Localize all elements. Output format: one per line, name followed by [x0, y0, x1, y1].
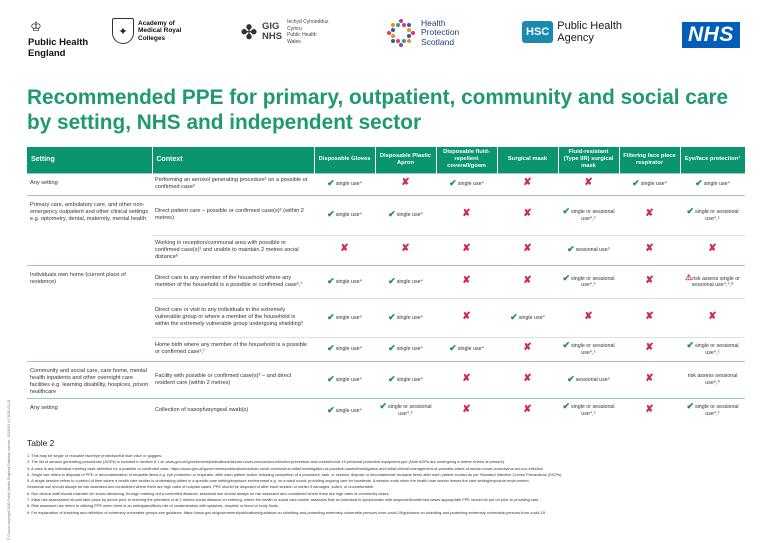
ppe-cell — [680, 235, 745, 265]
ppe-cell-label: single or sessional use⁴,⁵ — [694, 209, 739, 222]
cross-icon: ✘ — [462, 403, 471, 415]
setting-cell: Any setting — [27, 398, 152, 422]
page-title: Recommended PPE for primary, outpatient, community and social care by setting, NHS and independent sector — [27, 86, 729, 134]
cross-icon: ✘ — [462, 208, 471, 220]
ppe-cell — [436, 298, 497, 337]
footnotes — [27, 453, 749, 516]
ppe-cell — [619, 265, 680, 298]
cross-icon: ✘ — [340, 243, 349, 255]
ppe-cell — [497, 298, 558, 337]
phw-brand-line: NHS — [262, 31, 283, 42]
context-cell: Performing an aerosol generating procedure² on a possible or confirmed case³ — [152, 173, 314, 195]
table-row — [27, 195, 745, 235]
footnote-line: 6. Non clinical staff should maintain 2m social distancing, through marking out a controlled distance; sessional use should always be risk assessed and considered where there are high rates of community cases. — [27, 490, 390, 496]
ppe-cell — [558, 398, 619, 422]
ppe-cell — [314, 195, 375, 235]
setting-cell: Primary care, ambulatory care, and other non-emergency outpatient and other clinical settings e.g. optometry, dental, maternity, mental health — [27, 195, 152, 265]
check-icon: ✔ — [388, 209, 396, 220]
cross-icon: ✘ — [645, 310, 654, 322]
footnote-line: 8. Risk assessed use refers to utilising PPE when there is an anticipated/likely risk of contamination with splashes, droplets or blood or body fluids. — [27, 503, 279, 509]
cross-icon: ✘ — [584, 177, 593, 189]
ppe-cell — [497, 361, 558, 398]
col-header-gown: Disposable fluid-repellent coverall/gown — [436, 147, 497, 173]
col-header-context: Context — [152, 147, 314, 173]
ppe-cell-label: single use⁴ — [457, 181, 484, 188]
ppe-cell-label: single use⁴ — [335, 278, 362, 285]
dot-shape — [391, 39, 395, 43]
ppe-cell — [619, 195, 680, 235]
hps-logo — [386, 18, 459, 48]
col-header-gloves: Disposable Gloves — [314, 147, 375, 173]
check-icon: ✔ — [327, 311, 335, 322]
col-header-setting: Setting — [27, 147, 152, 173]
check-icon: ✔ — [327, 404, 335, 415]
ppe-cell — [497, 398, 558, 422]
ppe-cell — [314, 298, 375, 337]
hps-logo-line: Scotland — [421, 36, 455, 47]
ppe-cell-label: single or sessional use⁴,⁵ — [694, 343, 739, 356]
check-icon: ✔ — [388, 373, 396, 384]
footnote-line: Sessional use should always be risk assessed and considered where there are high rates of hospital cases. PPE should be disposed of after each session or earlier if damaged, soiled, or uncomfortable. — [27, 484, 375, 490]
dot-shape — [402, 39, 406, 43]
footnote-line: 9. For explanation of shielding and definition of extremely vulnerable groups see guidance: https://www.gov.uk/government/publications/guidance-on-shielding-and-protecting-extremely-vulnerable-persons-from-covid-19/guidance-on-shielding-and-protecting-extremely-vulnerable-persons-from-covid-19 — [27, 509, 546, 515]
check-icon: ✔ — [388, 275, 396, 286]
ppe-cell — [375, 173, 436, 195]
check-icon: ✔ — [510, 311, 518, 322]
ppe-cell — [497, 173, 558, 195]
ppe-cell — [436, 173, 497, 195]
ppe-cell-label: single or sessional use⁴,⁵ — [570, 275, 615, 288]
check-icon: ✔ — [562, 340, 570, 350]
setting-cell: Individuals own home (current place of residence) — [27, 265, 152, 361]
hsc-logo-line: Agency — [557, 32, 594, 44]
check-icon: ✔ — [562, 272, 570, 283]
nhs-logo: NHS — [682, 22, 740, 48]
context-cell: Home birth where any member of the household is a possible or confirmed case³,⁷ — [152, 337, 314, 361]
ppe-cell — [375, 235, 436, 265]
amrc-logo-line: Academy of — [138, 19, 175, 27]
footnote-line: 4. Single use refers to disposal of PPE or decontamination of reusable items e.g. eye protection or respirator, after each patient and/or following completion of a procedure, task, or session; dispose or decontaminate reusable items after each patient contact as per Standard Infection Control Precautions (SICPs). — [27, 471, 563, 477]
ppe-cell — [436, 235, 497, 265]
cross-icon: ✘ — [523, 243, 532, 255]
ppe-cell-label: single use⁴ — [518, 314, 545, 321]
cross-icon: ✘ — [401, 243, 410, 255]
ppe-cell-label: single use⁴ — [703, 181, 730, 188]
col-header-eye: Eye/face protection¹ — [680, 147, 745, 173]
ppe-cell — [436, 361, 497, 398]
footnote-line: 5. A single session refers to a period of time where a health care worker is undertaking duties in a specific care setting/exposure environment e.g. on a ward round; providing ongoing care for inpatients. A session ends when the health care worker leaves the care setting/exposure environment. — [27, 478, 530, 484]
ppe-cell — [619, 337, 680, 361]
cross-icon: ✘ — [708, 243, 717, 255]
ppe-cell-label: single use⁴ — [396, 212, 423, 219]
context-cell: Direct care or visit to any individuals in the extremely vulnerable group or where a member of the household is within the extremely vulnerable group undergoing shielding⁹ — [152, 298, 314, 337]
check-icon: ✔ — [327, 373, 335, 384]
amrc-logo-line: Medical Royal — [138, 27, 182, 35]
dot-shape — [407, 28, 411, 32]
table-row — [27, 265, 745, 298]
col-header-surgical-mask: Surgical mask — [497, 147, 558, 173]
footnote-line: 1. This may be single or reusable face/eye protection/full face visor or goggles. — [27, 453, 163, 458]
ppe-cell — [680, 298, 745, 337]
dot-shape — [396, 39, 400, 43]
ppe-cell — [436, 265, 497, 298]
check-icon: ✔ — [567, 244, 575, 255]
ppe-cell-label: single use⁴ — [396, 376, 423, 383]
ppe-cell — [375, 265, 436, 298]
ppe-cell — [558, 298, 619, 337]
ppe-cell — [619, 235, 680, 265]
dot-shape — [407, 34, 411, 38]
ppe-cell-label: sessional use⁵ — [575, 376, 610, 383]
ppe-cell — [436, 398, 497, 422]
ppe-cell-label: single use⁴ — [396, 278, 423, 285]
check-icon: ✔ — [632, 178, 640, 189]
ppe-cell-label: single use⁴ — [335, 212, 362, 219]
check-icon: ✔ — [327, 209, 335, 220]
table-row — [27, 361, 745, 398]
ppe-cell — [314, 265, 375, 298]
phw-logo-line: Iechyd Cyhoeddus — [287, 19, 329, 25]
check-icon: ✔ — [562, 206, 570, 216]
shield-icon: ✦ — [112, 18, 134, 44]
cross-icon: ✘ — [708, 310, 717, 322]
hsc-logo-line: Public Health — [557, 20, 623, 32]
dots-icon — [386, 18, 416, 48]
cross-icon: ✘ — [645, 342, 654, 354]
dot-shape — [391, 34, 395, 38]
ppe-cell-label: single use⁴ — [335, 376, 362, 383]
ppe-cell — [436, 195, 497, 235]
cross-icon: ✘ — [645, 372, 654, 384]
ppe-cell — [497, 265, 558, 298]
ppe-cell — [314, 173, 375, 195]
cross-icon: ✘ — [462, 243, 471, 255]
col-header-apron: Disposable Plastic Apron — [375, 147, 436, 173]
check-icon: ✔ — [327, 343, 335, 354]
ppe-cell-label: sessional use⁵ — [575, 247, 610, 254]
table-row — [27, 173, 745, 195]
crest-icon: ♔ — [30, 19, 42, 34]
dot-shape — [391, 28, 395, 32]
side-copyright-text: © Crown copyright 2020 Public Health England Gateway number: 2019002 V1 2020-04-05 — [7, 399, 11, 540]
table-caption: Table 2 — [27, 438, 55, 448]
ppe-cell-label: single or sessional use⁴,⁵ — [570, 343, 615, 356]
cross-icon: ✘ — [523, 274, 532, 286]
ppe-cell — [558, 235, 619, 265]
dot-shape — [387, 31, 391, 35]
hps-logo-line: Protection — [421, 27, 460, 38]
cross-icon: ✘ — [645, 243, 654, 255]
check-icon: ✔ — [562, 401, 570, 412]
hsc-badge: HSC — [522, 21, 553, 43]
ppe-cell-label: single use⁴ — [457, 346, 484, 353]
phw-logo-line: Public Health — [287, 32, 317, 38]
cross-icon: ✘ — [645, 274, 654, 286]
cross-icon: ✘ — [645, 208, 654, 220]
check-icon: ✔ — [695, 178, 703, 189]
context-cell: Working in reception/communal area with possible or confirmed case(s)³ and unable to maintain 2 metres social distance⁶ — [152, 235, 314, 265]
check-icon: ✔ — [567, 373, 575, 384]
ppe-cell-label: single or sessional use⁴,⁵ — [387, 404, 432, 417]
hsc-logo — [522, 20, 622, 44]
check-icon: ✔ — [388, 343, 396, 354]
dot-shape — [391, 23, 395, 27]
table-row — [27, 398, 745, 422]
ppe-cell — [558, 265, 619, 298]
check-icon: ✔ — [686, 401, 694, 412]
ppe-cell — [375, 298, 436, 337]
ppe-cell — [497, 235, 558, 265]
cross-icon: ✘ — [462, 274, 471, 286]
check-icon: ✔ — [379, 401, 387, 412]
cross-icon: ✘ — [523, 208, 532, 220]
cross-icon: ✘ — [645, 403, 654, 415]
ppe-cell — [497, 195, 558, 235]
dot-shape — [399, 43, 403, 47]
hps-logo-line: Health — [421, 17, 446, 28]
setting-cell: Any setting — [27, 173, 152, 195]
cross-icon: ✘ — [523, 403, 532, 415]
ppe-cell — [680, 265, 745, 298]
ppe-cell — [680, 398, 745, 422]
context-cell: Direct patient care – possible or confirmed case(s)³ (within 2 metres) — [152, 195, 314, 235]
ppe-cell — [680, 337, 745, 361]
ppe-cell — [558, 195, 619, 235]
check-icon: ✔ — [686, 206, 694, 216]
ppe-cell — [375, 361, 436, 398]
ppe-cell — [497, 337, 558, 361]
footnote-line: 3. A case is any individual meeting case definition for a possible or confirmed case: https://www.gov.uk/government/publications/wuhan-novel-coronavirus-initial-investigation-of-possible-cases/investigation-and-initial-clinical-management-of-possible-cases-of-wuhan-novel-coronavirus-wn-cov-infection — [27, 465, 544, 471]
setting-cell: Community and social care, care home, mental health inpatients and other overnight care facilities e.g. learning disability, hospices, prison healthcare — [27, 361, 152, 398]
ppe-cell — [558, 337, 619, 361]
cross-icon: ✘ — [523, 372, 532, 384]
dot-shape — [396, 23, 400, 27]
ppe-table — [27, 147, 746, 422]
ppe-cell-label: single or sessional use⁴,⁵ — [570, 209, 615, 222]
check-icon: ✔ — [449, 343, 457, 354]
side-copyright — [7, 350, 11, 540]
phw-brand-line: GIG — [262, 21, 280, 32]
phe-logo-line: England — [28, 47, 66, 59]
phw-logo-line: Cymru — [287, 25, 302, 32]
check-icon: ✔ — [327, 275, 335, 286]
cross-icon: ✘ — [462, 372, 471, 384]
warning-icon: ⚠ — [685, 272, 693, 282]
footnote-line: 7. Initial risk assessment should take place by phone prior to entering the premises or at 2 metres social distance on entering; where the health or social care worker assesses that an individual is symptomatic with suspected/confirmed cases appropriate PPE should be put on prior to providing care. — [27, 497, 540, 503]
check-icon: ✔ — [449, 178, 457, 189]
dot-shape — [402, 23, 406, 27]
context-cell: Facility with possible or confirmed case(s)³ – and direct resident care (within 2 metres) — [152, 361, 314, 398]
ppe-cell — [619, 298, 680, 337]
cross-icon: ✘ — [584, 310, 593, 322]
ppe-cell-label: single use⁴ — [396, 346, 423, 353]
cross-icon: ✘ — [401, 177, 410, 189]
phw-logo-line: Wales — [287, 38, 301, 45]
ppe-cell — [436, 337, 497, 361]
ppe-cell — [619, 398, 680, 422]
ppe-cell — [314, 235, 375, 265]
check-icon: ✔ — [327, 178, 335, 189]
context-cell: Collection of nasopharyngeal swab(s) — [152, 398, 314, 422]
cross-icon: ✘ — [523, 177, 532, 189]
context-cell: Direct care to any member of the household where any member of the household is a possible or confirmed case³,⁷ — [152, 265, 314, 298]
ppe-cell-label: single or sessional use⁴,⁵ — [694, 404, 739, 417]
ppe-cell-label: risk assess sessional use⁵,⁸ — [687, 373, 738, 386]
logo-bar — [0, 0, 768, 80]
ppe-cell-label: single use⁴ — [396, 314, 423, 321]
ppe-cell-label: single use⁴ — [335, 346, 362, 353]
check-icon: ✔ — [388, 311, 396, 322]
check-icon: ✔ — [686, 340, 694, 350]
ppe-cell — [558, 361, 619, 398]
col-header-ffp: Filtering face piece respirator — [619, 147, 680, 173]
ppe-cell — [314, 398, 375, 422]
ppe-cell — [558, 173, 619, 195]
ppe-cell-label: single use⁴ — [335, 181, 362, 188]
ppe-cell-label: single use⁴ — [335, 314, 362, 321]
celtic-knot-icon: ✤ — [240, 21, 258, 44]
ppe-cell — [680, 361, 745, 398]
cross-icon: ✘ — [523, 342, 532, 354]
cross-icon: ✘ — [462, 310, 471, 322]
dot-shape — [411, 31, 415, 35]
dot-shape — [407, 23, 411, 27]
col-header-frsm: Fluid-resistant (Type IIR) surgical mask — [558, 147, 619, 173]
dot-shape — [407, 39, 411, 43]
ppe-cell — [314, 337, 375, 361]
ppe-cell — [680, 195, 745, 235]
footnote-line: 2. The list of aerosol generating procedures (AGPs) is included in section 8.1 at: www.gov.uk/government/publications/wuhan-novel-coronavirus-infection-prevention-and-control/covid-19-personal-protective-equipment-ppe (Note AGPs are undergoing a further review at present). — [27, 459, 506, 465]
ppe-cell-label: single or sessional use⁴,⁵ — [570, 404, 615, 417]
phe-logo-line: Public Health — [28, 37, 89, 48]
ppe-cell — [375, 337, 436, 361]
ppe-cell — [375, 195, 436, 235]
ppe-cell-label: risk assess single or sessional use⁴,⁵,⁸ — [691, 275, 740, 288]
ppe-cell-label: single use⁴ — [640, 181, 667, 188]
amrc-logo — [112, 18, 181, 44]
ppe-cell — [619, 361, 680, 398]
ppe-cell — [314, 361, 375, 398]
amrc-logo-line: Colleges — [138, 34, 166, 42]
ppe-cell-label: single use⁴ — [335, 407, 362, 414]
phw-logo — [238, 16, 328, 48]
ppe-cell — [680, 173, 745, 195]
table-header-row — [27, 147, 745, 173]
ppe-cell — [375, 398, 436, 422]
ppe-cell — [619, 173, 680, 195]
